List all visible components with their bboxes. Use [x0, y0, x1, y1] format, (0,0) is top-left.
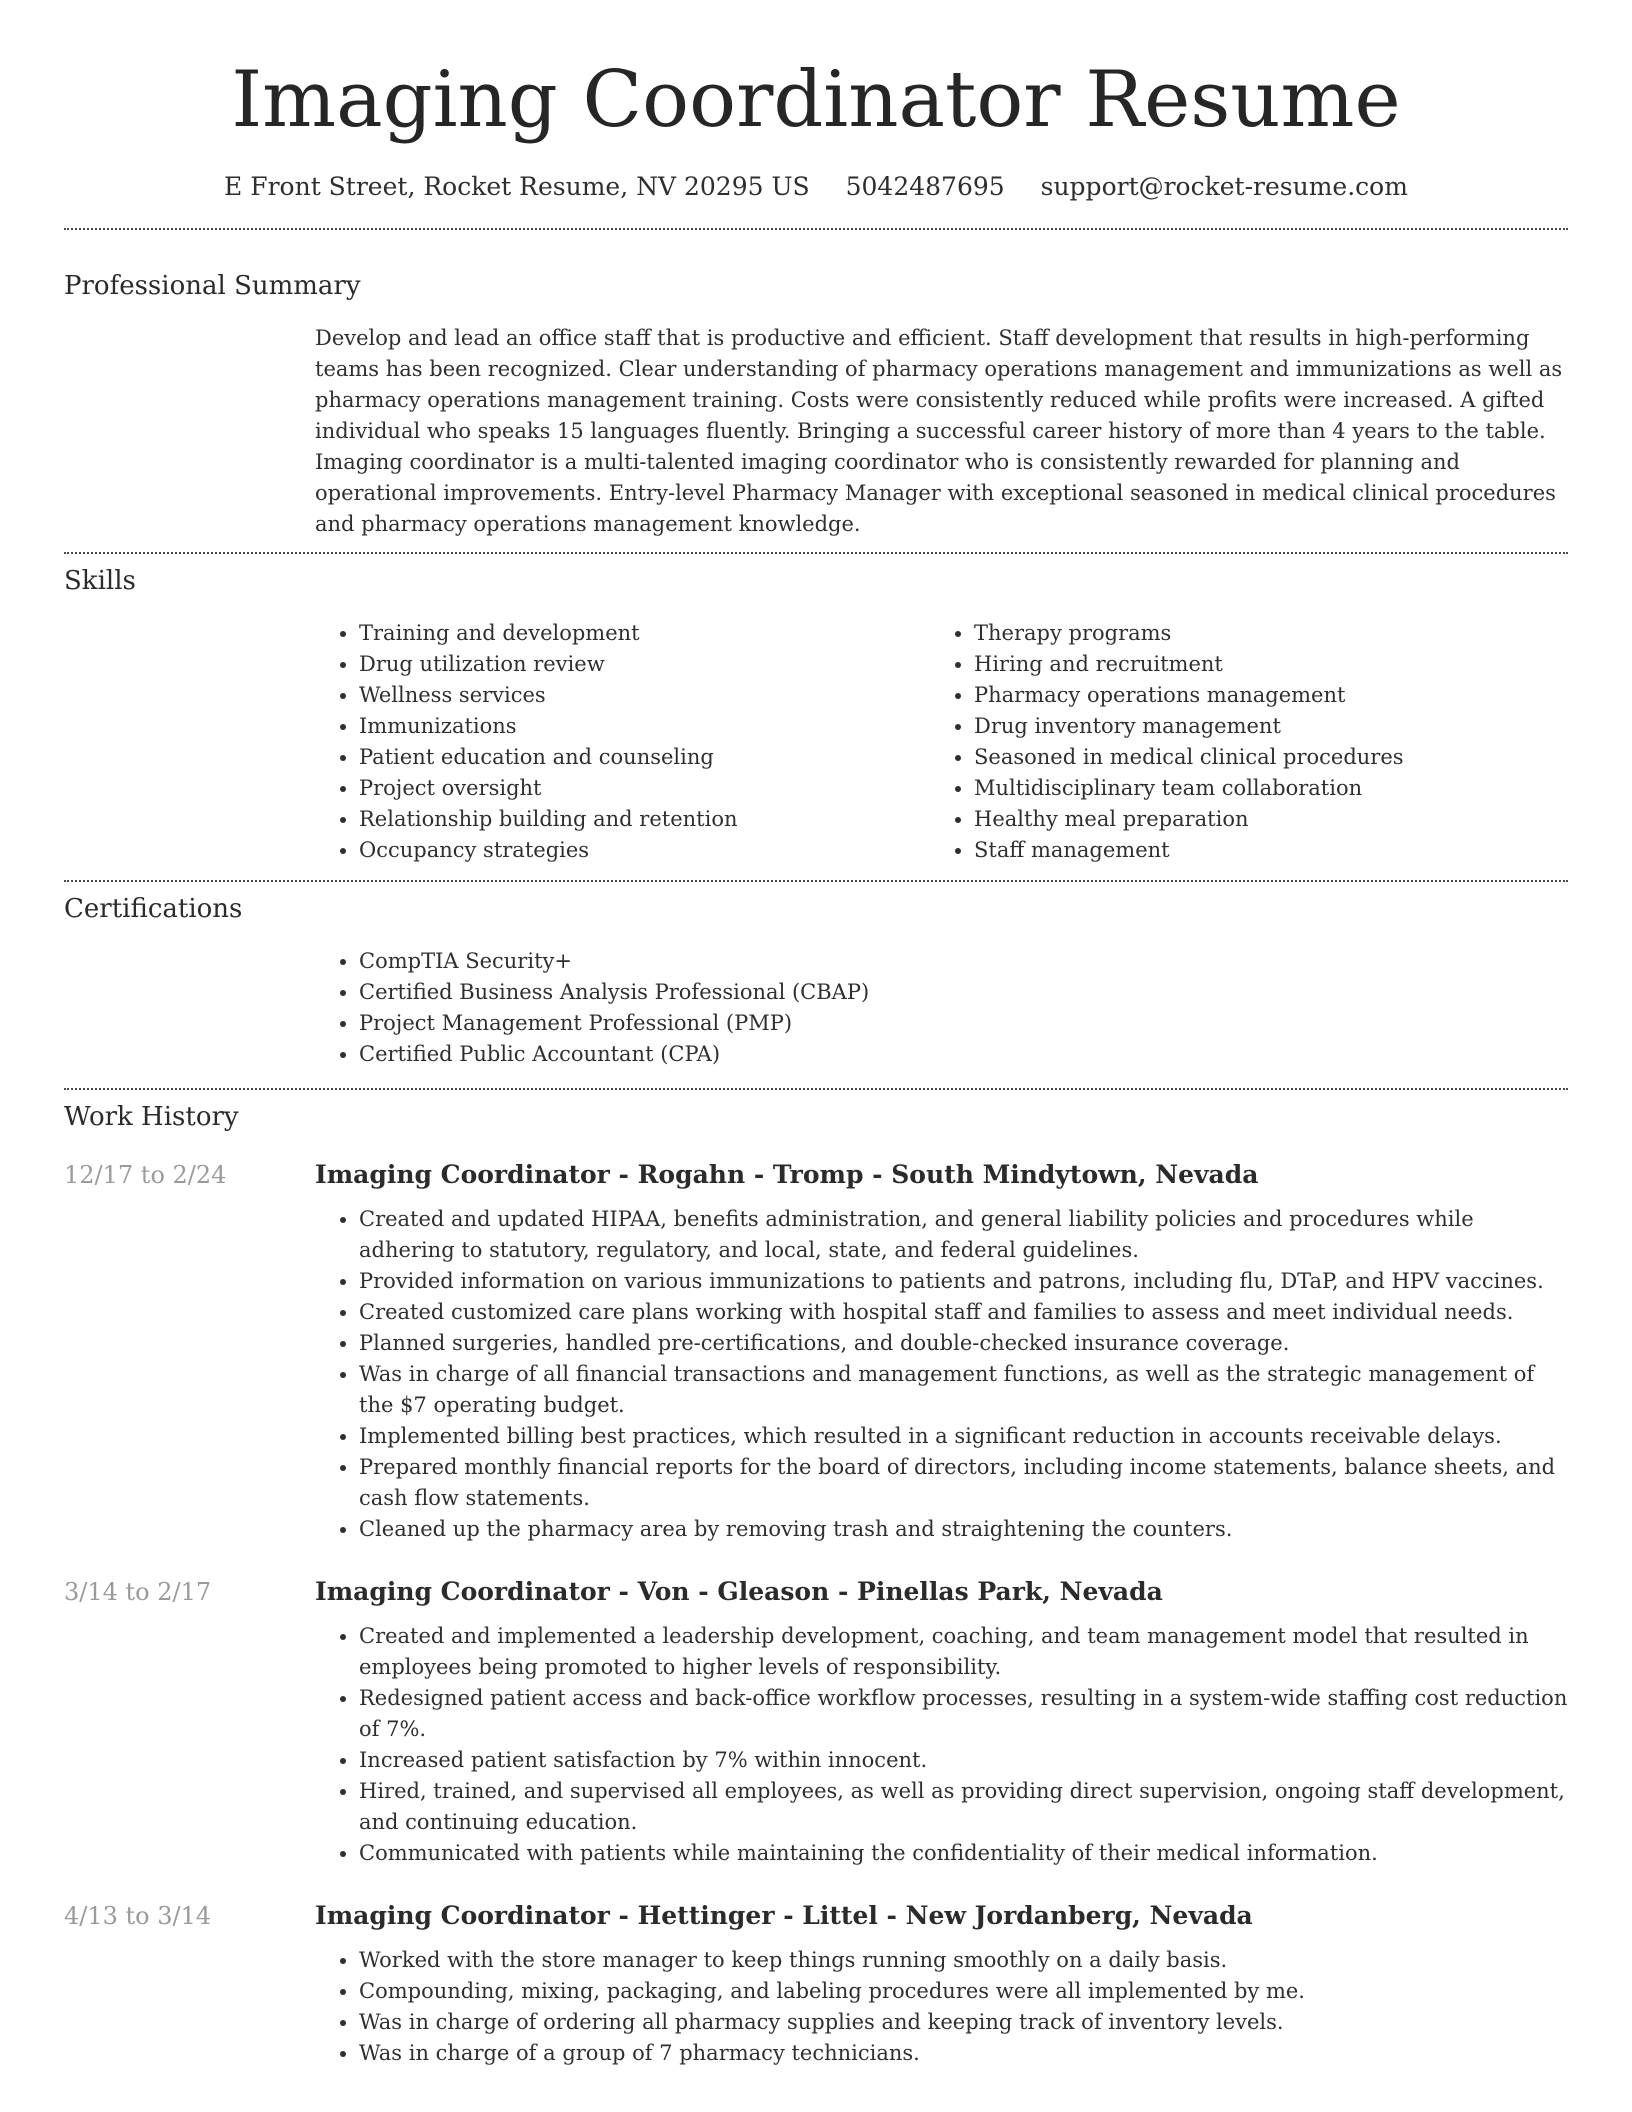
skill-item: • Staff management: [974, 835, 1545, 866]
contact-address: E Front Street, Rocket Resume, NV 20295 US: [224, 172, 810, 201]
job-dates: 4/13 to 3/14: [64, 1902, 212, 1930]
section-heading: Skills: [64, 566, 136, 596]
skills-column-left: [315, 618, 930, 866]
summary-text: Develop and lead an office staff that is productive and efficient. Staff development that results in high-performing teams has been recognized. Clear understanding of pharmacy operations management and immunizations as well as pharmacy operations management training. Costs were consistently reduced while profits were increased. A gifted individual who speaks 15 languages fluently. Bringing a successful career history of more than 4 years to the table. Imaging coordinator is a multi-talented imaging coordinator who is consistently rewarded for planning and operational improvements. Entry-level Pharmacy Manager with exceptional seasoned in medical clinical procedures and pharmacy operations management knowledge.: [315, 326, 1563, 536]
skill-item: • Drug utilization review: [359, 649, 930, 680]
skill-item: • Relationship building and retention: [359, 804, 930, 835]
skill-item: • Project oversight: [359, 773, 930, 804]
skill-item: • Occupancy strategies: [359, 835, 930, 866]
section-heading: Certifications: [64, 894, 243, 924]
skill-item: • Therapy programs: [974, 618, 1545, 649]
job-bullet: • Compounding, mixing, packaging, and labeling procedures were all implemented by me.: [359, 1976, 1568, 2007]
skills-body: [315, 618, 1568, 866]
job-bullet: • Was in charge of ordering all pharmacy supplies and keeping track of inventory levels.: [359, 2007, 1568, 2038]
section-heading: Professional Summary: [64, 271, 361, 301]
skill-item: • Patient education and counseling: [359, 742, 930, 773]
job-bullets: [315, 1204, 1568, 1545]
certification-item: • Project Management Professional (PMP): [359, 1008, 1568, 1039]
job-details: [315, 1575, 1568, 1869]
job-title: Imaging Coordinator - Hettinger - Littel - New Jordanberg, Nevada: [315, 1901, 1253, 1930]
job-bullet: • Prepared monthly financial reports for the board of directors, including income statements, balance sheets, and cash flow statements.: [359, 1452, 1568, 1514]
job-bullet: • Cleaned up the pharmacy area by removing trash and straightening the counters.: [359, 1514, 1568, 1545]
job-bullet: • Increased patient satisfaction by 7% within innocent.: [359, 1745, 1568, 1776]
job-bullet: • Was in charge of all financial transactions and management functions, as well as the strategic management of the $7 operating budget.: [359, 1359, 1568, 1421]
skills-section: [64, 554, 1568, 866]
work-history-section: [64, 1090, 1568, 2069]
resume-header: [64, 0, 1568, 204]
resume-page: [64, 0, 1568, 2069]
job-bullet: • Provided information on various immunizations to patients and patrons, including flu, DTaP, and HPV vaccines.: [359, 1266, 1568, 1297]
job-bullet: • Planned surgeries, handled pre-certifications, and double-checked insurance coverage.: [359, 1328, 1568, 1359]
skill-item: • Training and development: [359, 618, 930, 649]
certifications-section: [64, 882, 1568, 1070]
contact-email: support@rocket-resume.com: [1040, 172, 1408, 201]
skill-item: • Drug inventory management: [974, 711, 1545, 742]
job-bullet: • Created customized care plans working with hospital staff and families to assess and meet individual needs.: [359, 1297, 1568, 1328]
skills-list-left: [315, 618, 930, 866]
job-bullet: • Redesigned patient access and back-office workflow processes, resulting in a system-wide staffing cost reduction of 7%.: [359, 1683, 1568, 1745]
job-bullet: • Worked with the store manager to keep things running smoothly on a daily basis.: [359, 1945, 1568, 1976]
page-title: Imaging Coordinator Resume: [231, 55, 1401, 145]
job-entry: [64, 1158, 1568, 1545]
job-bullet: • Created and updated HIPAA, benefits administration, and general liability policies and procedures while adhering to statutory, regulatory, and local, state, and federal guidelines.: [359, 1204, 1568, 1266]
certification-item: • Certified Public Accountant (CPA): [359, 1039, 1568, 1070]
skill-item: • Wellness services: [359, 680, 930, 711]
job-bullet: • Hired, trained, and supervised all employees, as well as providing direct supervision, ongoing staff development, and continuing education.: [359, 1776, 1568, 1838]
skill-item: • Healthy meal preparation: [974, 804, 1545, 835]
job-bullet: • Was in charge of a group of 7 pharmacy technicians.: [359, 2038, 1568, 2069]
contact-line: [64, 170, 1568, 204]
job-title: Imaging Coordinator - Von - Gleason - Pinellas Park, Nevada: [315, 1577, 1163, 1606]
skill-item: • Pharmacy operations management: [974, 680, 1545, 711]
job-bullets: [315, 1621, 1568, 1869]
certification-item: • CompTIA Security+: [359, 946, 1568, 977]
job-bullet: • Communicated with patients while maintaining the confidentiality of their medical information.: [359, 1838, 1568, 1869]
job-dates: 12/17 to 2/24: [64, 1161, 227, 1189]
certifications-list: [315, 946, 1568, 1070]
skills-list-right: [930, 618, 1545, 866]
skills-column-right: [930, 618, 1545, 866]
job-entry: [64, 1899, 1568, 2069]
job-title: Imaging Coordinator - Rogahn - Tromp - South Mindytown, Nevada: [315, 1160, 1259, 1189]
skill-item: • Seasoned in medical clinical procedures: [974, 742, 1545, 773]
job-details: [315, 1158, 1568, 1545]
section-heading: Work History: [64, 1102, 239, 1132]
job-bullet: • Created and implemented a leadership development, coaching, and team management model that resulted in employees being promoted to higher levels of responsibility.: [359, 1621, 1568, 1683]
summary-section: [64, 230, 1568, 540]
certifications-body: [315, 946, 1568, 1070]
job-dates: 3/14 to 2/17: [64, 1578, 212, 1606]
job-bullets: [315, 1945, 1568, 2069]
job-bullet: • Implemented billing best practices, which resulted in a significant reduction in accounts receivable delays.: [359, 1421, 1568, 1452]
skill-item: • Immunizations: [359, 711, 930, 742]
job-entry: [64, 1575, 1568, 1869]
job-details: [315, 1899, 1568, 2069]
skill-item: • Multidisciplinary team collaboration: [974, 773, 1545, 804]
contact-phone: 5042487695: [845, 172, 1005, 201]
summary-body: [315, 323, 1568, 540]
skill-item: • Hiring and recruitment: [974, 649, 1545, 680]
certification-item: • Certified Business Analysis Professional (CBAP): [359, 977, 1568, 1008]
